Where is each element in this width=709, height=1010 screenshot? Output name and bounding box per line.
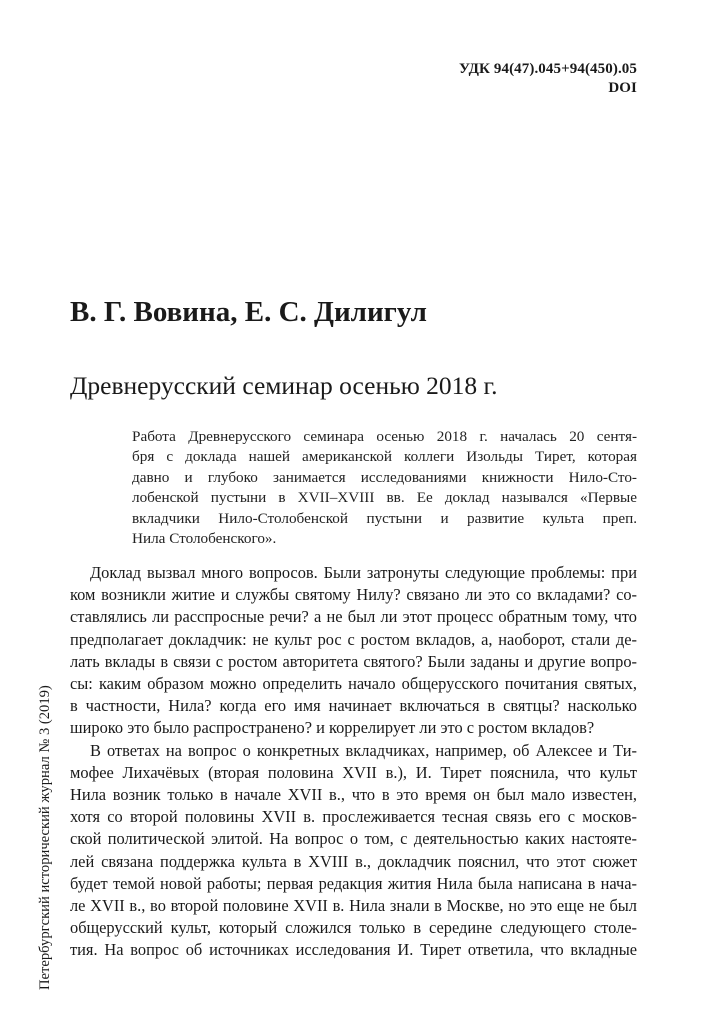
- body-line: лей связана поддержка культа в XVIII в., докладчик пояснил, что этот сюжет: [70, 851, 637, 871]
- abstract-line: Работа Древнерусского семинара осенью 2018 г. началась 20 сентя-: [132, 428, 637, 445]
- body-line: Доклад вызвал много вопросов. Были затронуты следующие проблемы: при: [90, 563, 637, 582]
- body-line: В ответах на вопрос о конкретных вкладчиках, например, об Алексее и Ти-: [90, 740, 637, 760]
- body-line: будет темой новой работы; первая редакция жития Нила была написана в нача-: [70, 873, 637, 893]
- abstract-line: Нила Столобенского».: [132, 530, 277, 548]
- article-title: Древнерусский семинар осенью 2018 г.: [70, 371, 498, 400]
- body-line: лать вклады в связи с ростом авторитета святого? Были заданы и другие вопро-: [70, 651, 637, 671]
- body-line: ле XVII в., во второй половине XVII в. Нила знали в Москве, но это еще не был: [70, 896, 637, 916]
- body-line: мофее Лихачёвых (вторая половина XVII в.), И. Тирет пояснила, что культ: [70, 762, 637, 782]
- body-line: хотя со второй половины XVII в. прослеживается тесная связь его с москов-: [70, 807, 637, 827]
- abstract-line: бря с доклада нашей американской коллеги Изольды Тирет, которая: [132, 448, 637, 466]
- article-authors: В. Г. Вовина, Е. С. Дилигул: [70, 296, 427, 328]
- body-line: ком возникли житие и службы святому Нилу? связано ли это со вкладами? со-: [70, 585, 637, 605]
- body-line: сы: каким образом можно определить начало общерусского почитания святых,: [70, 674, 637, 694]
- article-abstract: [132, 427, 637, 549]
- body-line: ставлялись ли расспросные речи? а не был ли этот процесс обратным тому, что: [70, 607, 637, 627]
- body-line: ской политической элитой. На вопрос о том, с деятельностью каких настояте-: [70, 829, 637, 849]
- body-line: в частности, Нила? когда его имя начинает включаться в святцы? насколько: [70, 696, 637, 716]
- body-line: общерусский культ, который сложился только в середине следующего столе-: [70, 918, 637, 938]
- abstract-line: вкладчики Нило-Столобенской пустыни и развитие культа преп.: [132, 509, 637, 527]
- body-line: широко это было распространено? и коррелирует ли это с ростом вкладов?: [70, 718, 595, 738]
- abstract-line: давно и глубоко занимается исследованиями книжности Нило-Сто-: [132, 468, 637, 486]
- abstract-line: лобенской пустыни в XVII–XVIII вв. Ее доклад назывался «Первые: [132, 489, 637, 507]
- body-line: тия. На вопрос об источниках исследования И. Тирет ответила, что вкладные: [70, 940, 637, 960]
- udk-code: УДК 94(47).045+94(450).05: [459, 61, 637, 77]
- article-udk-block: [459, 60, 637, 98]
- journal-running-title: Петербургский исторический журнал № 3 (2019): [37, 685, 53, 990]
- body-line: Нила возник только в начале XVII в., что в это время он был мало известен,: [70, 785, 637, 805]
- body-line: предполагает докладчик: не культ рос с ростом вкладов, а, наоборот, стали де-: [70, 629, 637, 649]
- doi-label: DOI: [608, 80, 637, 96]
- article-body: [70, 562, 637, 962]
